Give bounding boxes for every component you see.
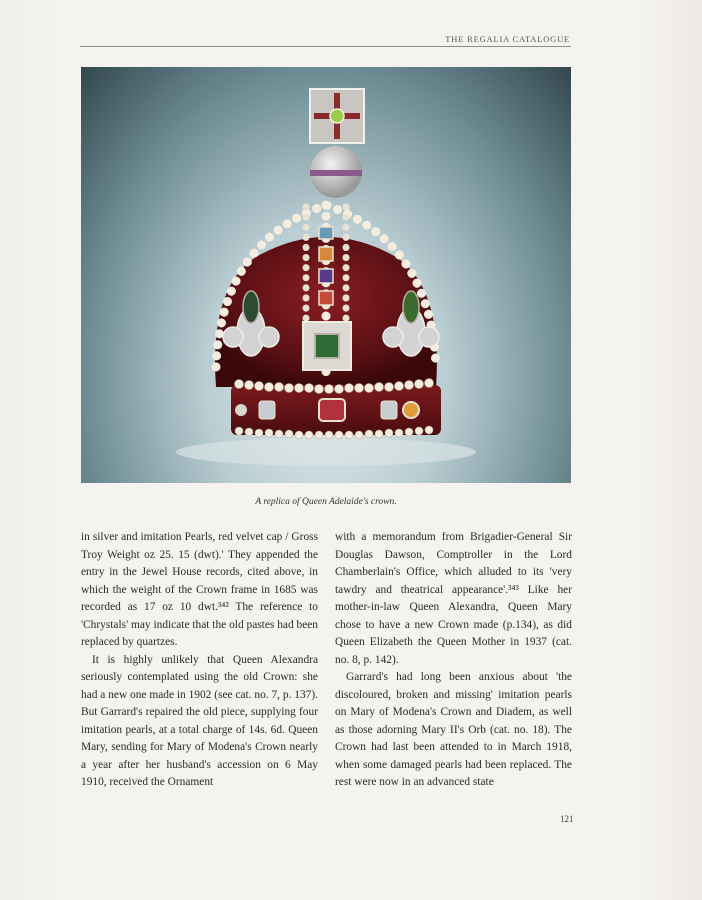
body-column-left	[81, 529, 318, 792]
paragraph: It is highly unlikely that Queen Alexandra seriously contemplated using the old Crown: she had a new one made in 1902 (see cat. no. 7, p. 137). But Garrard's repaired the old piece, supplying four imitation pearls, at a total charge of 14s. 6d. Queen Mary, sending for Mary of Modena's Crown nearly a year after her husband's accession on 6 May 1910, received the Ornament	[81, 653, 318, 788]
body-column-right	[335, 529, 572, 792]
figure-caption: A replica of Queen Adelaide's crown.	[255, 497, 397, 507]
paragraph: with a memorandum from Brigadier-General Sir Douglas Dawson, Comptroller in the Lord Chamberlain's Office, which alluded to its 'very tawdry and theatrical appearance'.³⁴³ Like her mother-in-law Queen Alexandra, Queen Mary chose to have a new Crown made (p.134), as did Queen Elizabeth the Queen Mother in 1937 (cat. no. 8, p. 142).	[335, 531, 572, 666]
crown-photo	[81, 67, 571, 483]
header-rule	[80, 46, 571, 47]
page-number: 121	[560, 814, 574, 824]
crown-illustration	[81, 67, 571, 483]
running-head: THE REGALIA CATALOGUE	[445, 34, 570, 44]
paragraph: Garrard's had long been anxious about 'the discoloured, broken and missing' imitation pearls on Mary of Modena's Crown and Diadem, as well as those adorning Mary II's Orb (cat. no. 18). The Crown had last been attended to in March 1918, when some damaged pearls had been replaced. The rest were now in an advanced state	[335, 671, 572, 788]
paragraph: in silver and imitation Pearls, red velvet cap / Gross Troy Weight oz 25. 15 (dwt).' They appended the entry in the Jewel House records, cited above, in which the weight of the Crown frame in 1685 was recorded as 17 oz 10 dwt.³⁴² The reference to 'Chrystals' may indicate that the old pastes had been replaced by quartzes.	[81, 531, 318, 648]
